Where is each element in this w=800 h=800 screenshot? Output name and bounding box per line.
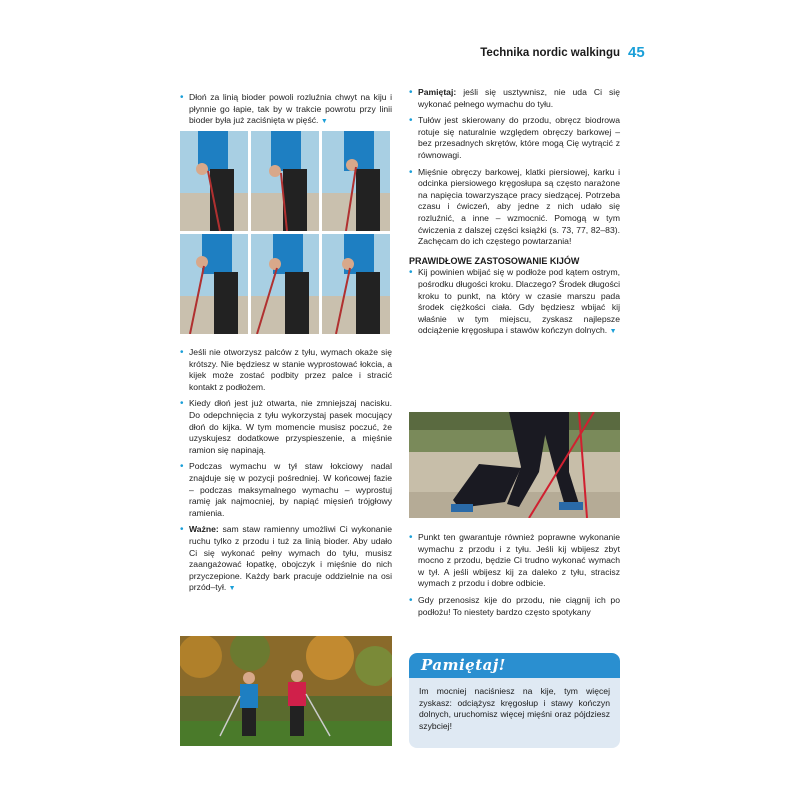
remember-box-title: Pamiętaj!	[421, 656, 506, 674]
left-column-lower	[180, 347, 392, 595]
right-bullet-5	[409, 532, 620, 590]
right-bullet-1-text: jeśli się usztywnisz, nie uda Ci się wykonać pełnego wymachu do tyłu.	[418, 87, 620, 109]
right-bullet-4-text: Kij powinien wbijać się w podłoże pod kątem ostrym, pośrodku długości kroku. Dlaczego? Środek długości kroku to punkt, na który w czasie marszu pada środek ciężkości ciała. Gdy będziesz wbijać kij właśnie w tym miejscu, zyskasz najlepsze odciążenie kręgosłupa i stawów kończyn dolnych.	[418, 267, 620, 336]
left-bullet-3-text: Kiedy dłoń jest już otwarta, nie zmniejszaj nacisku. Do odepchnięcia z tyłu wykorzystaj pasek mocujący dłoń do kijka. W tym momencie musisz poczuć, że uzyskujesz dodatkowe przyspieszenie, a mięśnie ramion się napinają.	[189, 398, 392, 455]
right-bullet-2-text: Tułów jest skierowany do przodu, obręcz biodrowa rotuje się naturalnie względem obręczy barkowej – bez przesadnych skrętów, które mogą Cię wytrącić z równowagi.	[418, 115, 620, 160]
left-bullet-2-text: Jeśli nie otworzysz palców z tyłu, wymach okaże się krótszy. Nie będziesz w stanie wyprostować łokcia, a kijek może zostać podbity przez palce i stracić kontakt z podłożem.	[189, 347, 392, 392]
photo-walkers-forest	[180, 636, 392, 746]
remember-label: Pamiętaj:	[418, 87, 457, 97]
right-bullet-5-text: Punkt ten gwarantuje również poprawne wykonanie wymachu z przodu i z tyłu. Jeśli kij wbijesz zbyt mocno z przodu, będzie Ci trudno wykonać wymach w tył. A jeśli wbijesz kij za daleko z tyłu, stracisz wymach z przodu i dobre odbicie.	[418, 532, 620, 589]
continue-triangle-icon: ▼	[228, 585, 236, 593]
photo-hand-sequence-2	[251, 131, 319, 231]
right-column-lower	[409, 532, 620, 618]
remember-box	[409, 653, 620, 748]
photo-legs-pole	[409, 412, 620, 518]
left-bullet-3	[180, 398, 392, 456]
section-title-poles: PRAWIDŁOWE ZASTOSOWANIE KIJÓW	[409, 255, 580, 266]
left-bullet-4	[180, 461, 392, 519]
remember-box-text: Im mocniej naciśniesz na kije, tym więcej zyskasz: odciążysz kręgosłup i stawy kończyn dolnych, uruchomisz więcej mięśni oraz pójdziesz szybciej!	[419, 686, 610, 731]
photo-hand-sequence-1	[180, 131, 248, 231]
right-bullet-4	[409, 267, 620, 338]
right-bullet-6	[409, 595, 620, 618]
left-bullet-1	[180, 92, 392, 128]
right-column	[409, 87, 620, 338]
important-label: Ważne:	[189, 524, 219, 535]
right-bullet-3-text: Mięśnie obręczy barkowej, klatki piersiowej, karku i odcinka piersiowego kręgosłupa są często narażone na napięcia towarzyszące pracy siedzącej. Potrzeba czasu i ćwiczeń, aby jedne z nich udało się rozluźnić, a inne – wzmocnić. Pomogą w tym ćwiczenia z dalszej części książki (s. 73, 77, 82–83). Zachęcam do ich częstego powtarzania!	[418, 166, 620, 247]
right-bullet-3	[409, 167, 620, 248]
continue-triangle-icon: ▼	[609, 328, 617, 336]
page-number: 45	[628, 44, 645, 61]
right-bullet-2	[409, 115, 620, 161]
left-bullet-1-text: Dłoń za linią bioder powoli rozluźnia chwyt na kiju i płynnie go łapie, tak by w trakcie powrotu przy linii bioder była już zaciśnięta w pięść.	[189, 92, 392, 126]
left-bullet-2	[180, 347, 392, 393]
continue-triangle-icon: ▼	[320, 118, 328, 126]
photo-hand-sequence-5	[251, 234, 319, 334]
remember-box-header	[409, 653, 620, 678]
right-bullet-6-text: Gdy przenosisz kije do przodu, nie ciągnij ich po podłożu! To niestety bardzo często spotykany	[418, 594, 620, 617]
left-column	[180, 92, 392, 128]
photo-hand-sequence-6	[322, 234, 390, 334]
photo-hand-sequence-4	[180, 234, 248, 334]
left-bullet-4-text: Podczas wymachu w tył staw łokciowy nadal znajduje się w pozycji pośredniej. W końcowej fazie – podczas maksymalnego wymachu – wyprostuj ramię jak najmocniej, by napiąć mięsień trójgłowy ramienia.	[189, 461, 392, 518]
left-bullet-5	[180, 524, 392, 595]
running-header: Technika nordic walkingu	[480, 47, 620, 59]
photo-hand-sequence-3	[322, 131, 390, 231]
right-bullet-1	[409, 87, 620, 110]
left-bullet-5-text: sam staw ramienny umożliwi Ci wykonanie ruchu tylko z przodu i tuż za linią bioder. Aby udało Ci się wykonać pełny wymach do tyłu, musisz zaangażować łopatkę, obojczyk i mięśnie do nich przyczepione. Każdy bark pracuje oddzielnie na osi przód–tył.	[189, 524, 392, 593]
